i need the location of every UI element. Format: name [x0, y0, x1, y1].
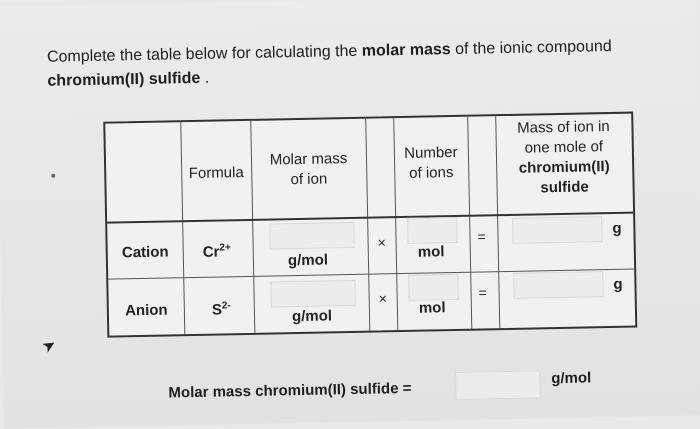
- cation-charge: 2+: [219, 242, 231, 254]
- col-divider: [365, 119, 370, 331]
- arrow-cursor-icon: ➤: [39, 335, 60, 357]
- question-prefix: Complete the table below for calculating the: [46, 42, 362, 66]
- anion-number-input[interactable]: [408, 274, 458, 301]
- anion-molar-mass-input[interactable]: [270, 280, 355, 308]
- bullet-dot: [51, 174, 55, 178]
- header-molar-mass: [251, 149, 367, 191]
- anion-molar-mass-unit: g/mol: [291, 307, 333, 326]
- header-molar-mass-line1: Molar mass: [269, 150, 348, 169]
- header-number: [394, 143, 469, 184]
- cation-mass-input[interactable]: [512, 216, 602, 244]
- cation-molar-mass-input[interactable]: [269, 222, 354, 250]
- anion-formula: [212, 300, 231, 318]
- total-molar-mass-unit: g/mol: [551, 369, 592, 388]
- row-label-cation: Cation: [121, 243, 169, 262]
- anion-equals-sign: =: [478, 284, 487, 301]
- cation-symbol: Cr: [202, 243, 220, 261]
- row-label-anion: Anion: [124, 301, 168, 320]
- total-molar-mass-input[interactable]: [455, 370, 541, 400]
- header-mass-line2: one mole of: [524, 138, 604, 157]
- header-number-line1: Number: [404, 143, 458, 162]
- anion-symbol: S: [211, 301, 223, 319]
- cation-molar-mass-unit: g/mol: [287, 251, 329, 270]
- cation-mass-unit: g: [612, 219, 622, 237]
- question-middle: of the ionic compound: [450, 37, 612, 59]
- anion-charge: 2-: [221, 300, 231, 312]
- header-number-line2: of ions: [409, 164, 454, 182]
- col-divider: [467, 117, 472, 329]
- header-molar-mass-line2: of ion: [290, 170, 328, 189]
- question-suffix: .: [200, 69, 210, 87]
- question-text: [47, 34, 688, 94]
- molar-mass-table: [103, 112, 637, 338]
- cation-times-sign: ×: [377, 234, 386, 251]
- anion-number-unit: mol: [418, 299, 446, 317]
- cation-number-unit: mol: [417, 243, 445, 261]
- cation-number-input[interactable]: [407, 217, 457, 244]
- total-molar-mass-label: Molar mass chromium(II) sulfide =: [168, 379, 412, 402]
- question-compound: chromium(II) sulfide: [47, 69, 201, 90]
- anion-mass-input[interactable]: [513, 271, 603, 299]
- question-emphasis: molar mass: [361, 41, 451, 60]
- cation-formula: [203, 242, 231, 261]
- header-mass-line1: Mass of ion in: [516, 118, 610, 137]
- header-formula: Formula: [188, 164, 244, 183]
- anion-times-sign: ×: [378, 290, 388, 307]
- cation-equals-sign: =: [477, 228, 486, 245]
- header-mass: [495, 117, 633, 200]
- anion-mass-unit: g: [613, 275, 623, 293]
- header-mass-line4: sulfide: [540, 178, 589, 197]
- header-mass-line3: chromium(II): [518, 158, 610, 177]
